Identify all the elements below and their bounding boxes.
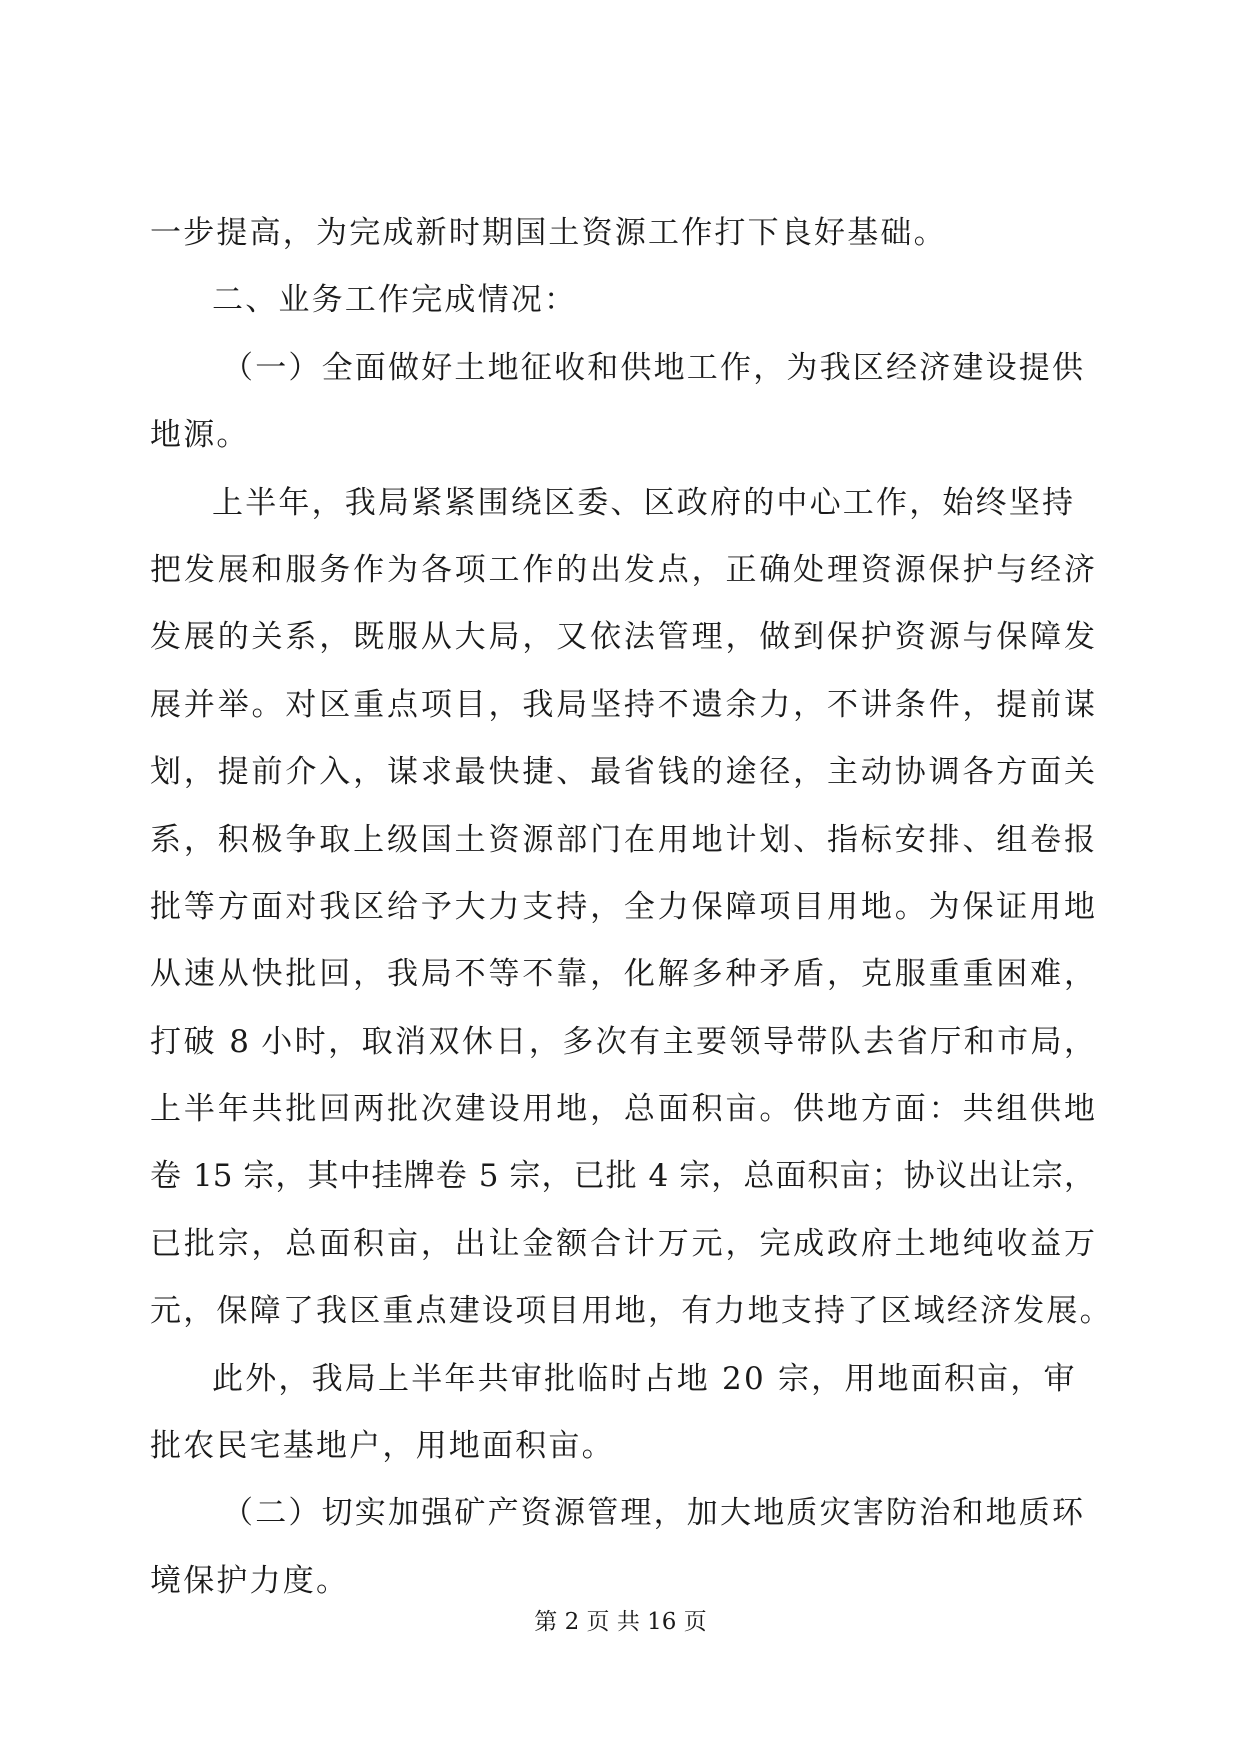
subsection-heading-cont: 地源。 (150, 417, 250, 454)
paragraph-line: 发展的关系，既服从大局，又依法管理，做到保护资源与保障发 (150, 619, 1095, 656)
subsection-heading: （一）全面做好土地征收和供地工作，为我区经济建设提供 (222, 349, 1086, 386)
paragraph-line: 划，提前介入，谋求最快捷、最省钱的途径，主动协调各方面关 (150, 754, 1095, 791)
paragraph-line: 批等方面对我区给予大力支持，全力保障项目用地。为保证用地 (150, 888, 1095, 925)
paragraph-line: 把发展和服务作为各项工作的出发点，正确处理资源保护与经济 (150, 551, 1095, 588)
paragraph-line: 上半年，我局紧紧围绕区委、区政府的中心工作，始终坚持 (212, 484, 1076, 521)
paragraph-line: 从速从快批回，我局不等不靠，化解多种矛盾，克服重重困难， (150, 956, 1095, 993)
paragraph-line: 一步提高，为完成新时期国土资源工作打下良好基础。 (150, 215, 947, 251)
paragraph-line: 上半年共批回两批次建设用地，总面积亩。供地方面：共组供地 (150, 1091, 1095, 1128)
paragraph-line: 此外，我局上半年共审批临时占地 20 宗，用地面积亩，审 (212, 1360, 1077, 1397)
paragraph-line: 批农民宅基地户，用地面积亩。 (150, 1428, 615, 1465)
section-heading: 二、业务工作完成情况： (212, 282, 578, 319)
paragraph-line: 卷 15 宗，其中挂牌卷 5 宗，已批 4 宗，总面积亩；协议出让宗， (150, 1158, 1095, 1195)
subsection-heading: （二）切实加强矿产资源管理，加大地质灾害防治和地质环 (222, 1495, 1086, 1532)
paragraph-line: 展并举。对区重点项目，我局坚持不遗余力，不讲条件，提前谋 (150, 686, 1095, 723)
document-body (150, 200, 1113, 1615)
paragraph-line: 打破 8 小时，取消双休日，多次有主要领导带队去省厅和市局， (150, 1023, 1095, 1060)
paragraph-line: 已批宗，总面积亩，出让金额合计万元，完成政府土地纯收益万 (150, 1225, 1095, 1262)
paragraph-line: 系，积极争取上级国土资源部门在用地计划、指标安排、组卷报 (150, 821, 1095, 858)
page-number-footer: 第 2 页 共 16 页 (534, 1609, 707, 1635)
paragraph-line: 元，保障了我区重点建设项目用地，有力地支持了区域经济发展。 (150, 1293, 1113, 1330)
subsection-heading-cont: 境保护力度。 (150, 1562, 350, 1599)
